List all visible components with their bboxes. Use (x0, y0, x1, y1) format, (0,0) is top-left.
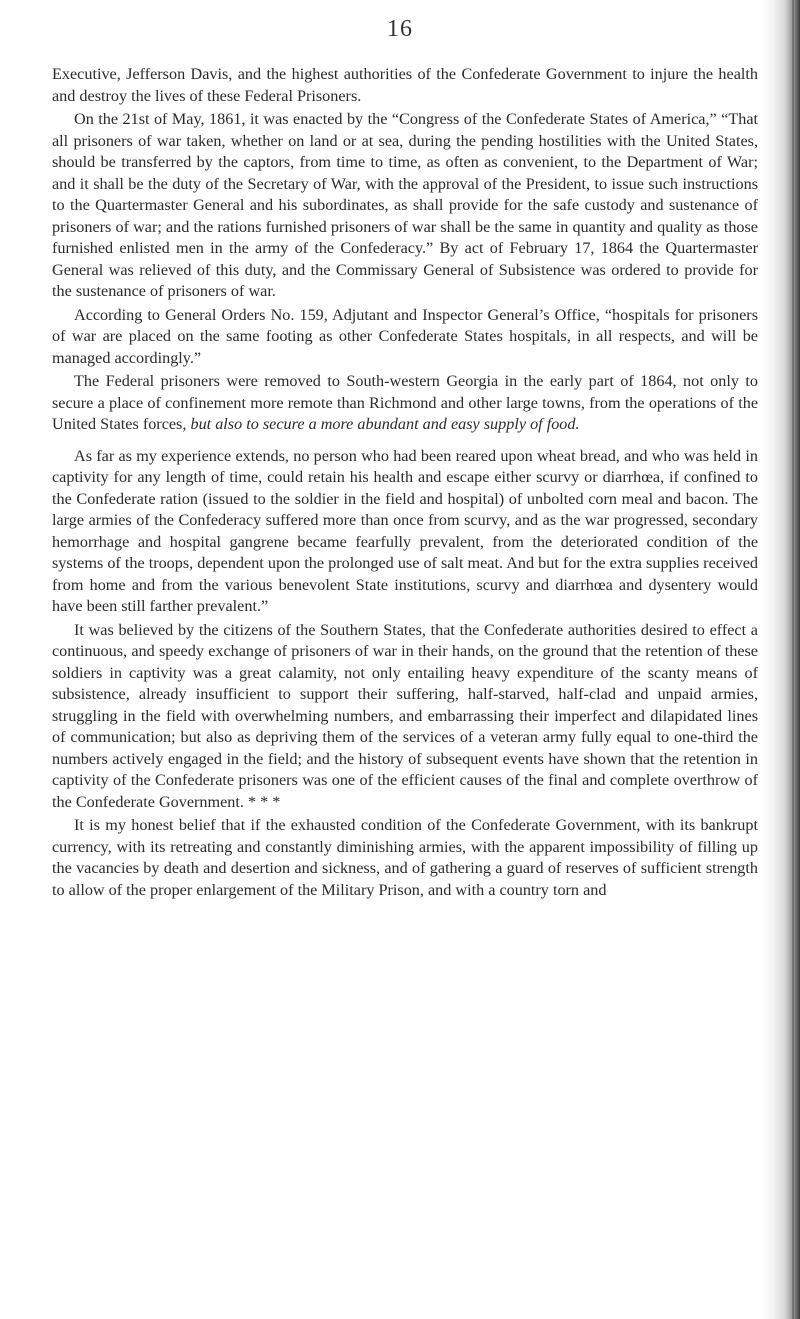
paragraph-6: It was believed by the citizens of the Southern States, that the Confederate authorities desired to effect a continuous, and speedy exchange of prisoners of war in their hands, on the ground that the retention of these soldiers in captivity was a great calamity, not only entailing heavy expenditure of the scanty means of subsistence, already insufficient to support their suffering, half-starved, half-clad and unpaid armies, struggling in the field with overwhelming numbers, and embarrassing their imperfect and dilapidated lines of communication; but also as depriving them of the services of a veteran army fully equal to one-third the numbers actively engaged in the field; and the history of subsequent events have shown that the retention in captivity of the Confederate prisoners was one of the efficient causes of the final and complete overthrow of the Confederate Government. * * * (52, 620, 758, 811)
paragraph-5: As far as my experience extends, no person who had been reared upon wheat bread, and who was held in captivity for any length of time, could retain his health and escape either scurvy or diarrhœa, if confined to the Confederate ration (issued to the soldier in the field and hospital) of unbolted corn meal and bacon. The large armies of the Confederacy suffered more than once from scurvy, and as the war progressed, secondary hemorrhage and hospital gangrene became fearfully prevalent, from the deteriorated condition of the systems of the troops, dependent upon the prolonged use of salt meat. And but for the extra supplies received from home and from the various benevolent State institutions, scurvy and diarrhœa and dysentery would have been still farther prevalent.” (52, 446, 758, 615)
paragraph-7: It is my honest belief that if the exhausted condition of the Confederate Government, with its bankrupt currency, with its retreating and constantly diminishing armies, with the apparent impossibility of filling up the vacancies by death and desertion and sickness, and of gathering a guard of reserves of sufficient strength to allow of the proper enlargement of the Military Prison, and with a country torn and (52, 816, 758, 899)
paragraph-4-italic: but also to secure a more abundant and easy supply of food. (190, 415, 580, 433)
paragraph-4-roman: The Federal prisoners were removed to South-western Georgia in the early part of 1864, not only to secure a place of confinement more remote than Richmond and other large towns, from the operations of the United States forces, (52, 372, 758, 433)
book-binding-shadow (762, 0, 800, 1319)
paragraph-1: Executive, Jefferson Davis, and the highest authorities of the Confederate Government to injure the health and destroy the lives of these Federal Prisoners. (52, 65, 758, 105)
paragraph-2: On the 21st of May, 1861, it was enacted by the “Congress of the Confederate States of America,” “That all prisoners of war taken, whether on land or at sea, during the pending hostilities with the United States, should be transferred by the captors, from time to time, as often as convenient, to the Department of War; and it shall be the duty of the Secretary of War, with the approval of the President, to issue such instructions to the Quartermaster General and his subordinates, as shall provide for the safe custody and sustenance of prisoners of war; and the rations furnished prisoners of war shall be the same in quantity and quality as those furnished enlisted men in the army of the Confederacy.” By act of February 17, 1864 the Quartermaster General was relieved of this duty, and the Commissary General of Subsistence was ordered to provide for the sustenance of prisoners of war. (52, 110, 758, 300)
paragraph-3: According to General Orders No. 159, Adjutant and Inspector General’s Office, “hospitals for prisoners of war are placed on the same footing as other Confederate States hospitals, in all respects, and will be managed accordingly.” (52, 305, 758, 367)
body-text (52, 64, 758, 901)
binding-edge-line (792, 0, 794, 1319)
paragraph-4 (52, 371, 758, 436)
page-number: 16 (387, 16, 413, 42)
